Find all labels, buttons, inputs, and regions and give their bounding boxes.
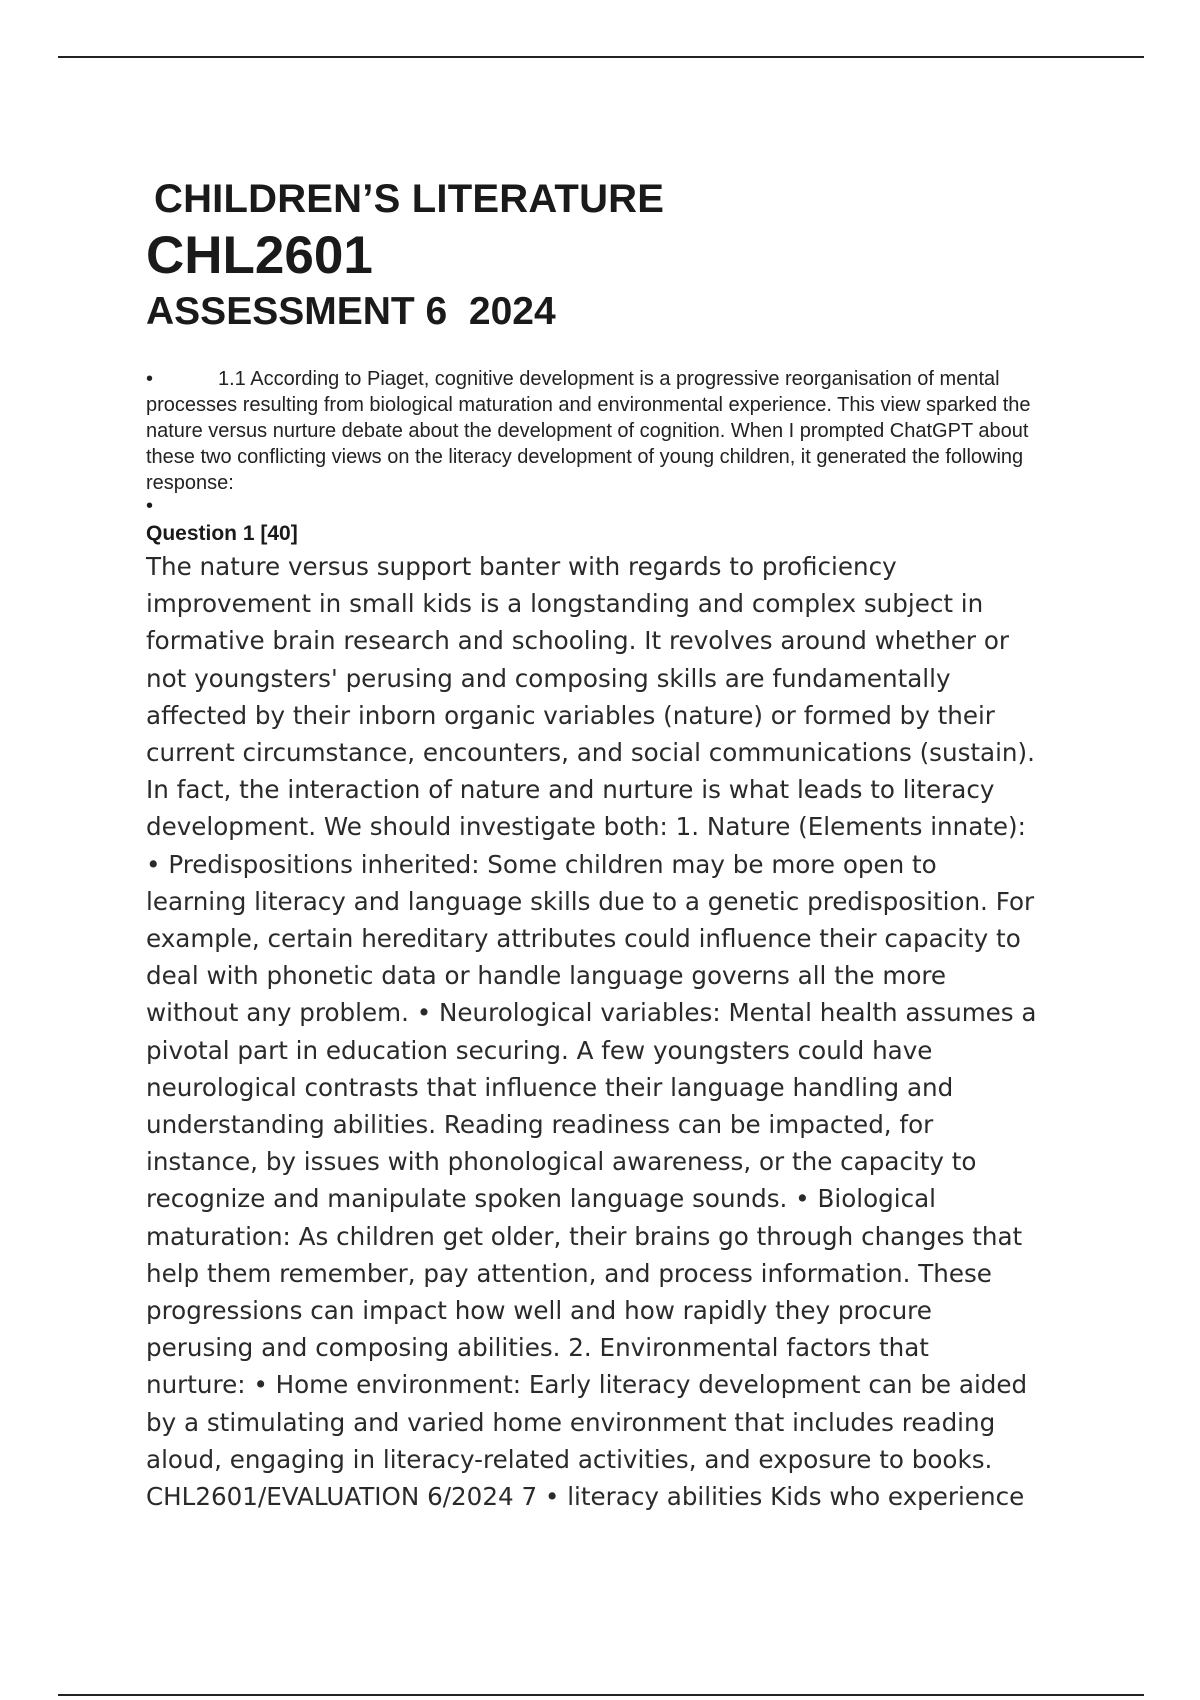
body-line: by a stimulating and varied home environment that includes reading xyxy=(146,1407,996,1437)
body-line: nurture: • Home environment: Early literacy development can be aided xyxy=(146,1370,1028,1400)
body-line: instance, by issues with phonological awareness, or the capacity to xyxy=(146,1147,977,1177)
body-line: without any problem. • Neurological variables: Mental health assumes a xyxy=(146,998,1037,1028)
body-line: learning literacy and language skills due to a genetic predisposition. For xyxy=(146,886,1035,916)
intro-bullet: • xyxy=(146,368,154,390)
intro-text: 1.1 According to Piaget, cognitive development is a progressive reorganisation of mental processes resulting from biological maturation and environmental experience. This view sparked the nature versus nurture debate about the development of cognition. When I prompted ChatGPT about these two conflicting views on the literacy development of young children, it generated the following response: xyxy=(146,368,1031,494)
answer-body xyxy=(146,548,1066,1515)
document-page xyxy=(146,172,1066,1515)
assessment-heading: ASSESSMENT 6 2024 xyxy=(146,290,556,333)
question-heading: Question 1 [40] xyxy=(146,522,298,545)
body-line: The nature versus support banter with regards to proficiency xyxy=(146,552,897,581)
course-code: CHL2601 xyxy=(146,226,373,285)
body-line: pivotal part in education securing. A few youngsters could have xyxy=(146,1035,933,1065)
body-line: neurological contrasts that influence their language handling and xyxy=(146,1072,954,1102)
document-title: CHILDREN’S LITERATURE xyxy=(154,177,665,221)
body-line: perusing and composing abilities. 2. Environmental factors that xyxy=(146,1333,929,1363)
body-line: current circumstance, encounters, and social communications (sustain). xyxy=(146,738,1035,768)
body-line: aloud, engaging in literacy-related activities, and exposure to books. xyxy=(146,1444,993,1474)
body-line: • Predispositions inherited: Some children may be more open to xyxy=(146,849,937,879)
bottom-rule xyxy=(58,1694,1144,1696)
body-line: not youngsters' perusing and composing skills are fundamentally xyxy=(146,663,951,693)
body-line: formative brain research and schooling. It revolves around whether or xyxy=(146,626,1009,656)
body-line: progressions can impact how well and how rapidly they procure xyxy=(146,1296,932,1326)
body-line: maturation: As children get older, their brains go through changes that xyxy=(146,1221,1023,1251)
body-line: example, certain hereditary attributes could influence their capacity to xyxy=(146,924,1021,954)
intro-paragraph xyxy=(146,366,1066,496)
body-line: recognize and manipulate spoken language sounds. • Biological xyxy=(146,1184,937,1214)
body-line: help them remember, pay attention, and process information. These xyxy=(146,1258,992,1288)
top-rule xyxy=(58,56,1144,58)
empty-bullet: • xyxy=(146,495,154,517)
body-line: affected by their inborn organic variables (nature) or formed by their xyxy=(146,700,995,730)
body-line: development. We should investigate both: 1. Nature (Elements innate): xyxy=(146,812,1026,842)
body-line: In fact, the interaction of nature and nurture is what leads to literacy xyxy=(146,775,995,805)
body-line: CHL2601/EVALUATION 6/2024 7 • literacy abilities Kids who experience xyxy=(146,1482,1025,1512)
body-line: improvement in small kids is a longstanding and complex subject in xyxy=(146,589,984,619)
body-line: understanding abilities. Reading readiness can be impacted, for xyxy=(146,1110,934,1140)
body-line: deal with phonetic data or handle language governs all the more xyxy=(146,961,947,991)
